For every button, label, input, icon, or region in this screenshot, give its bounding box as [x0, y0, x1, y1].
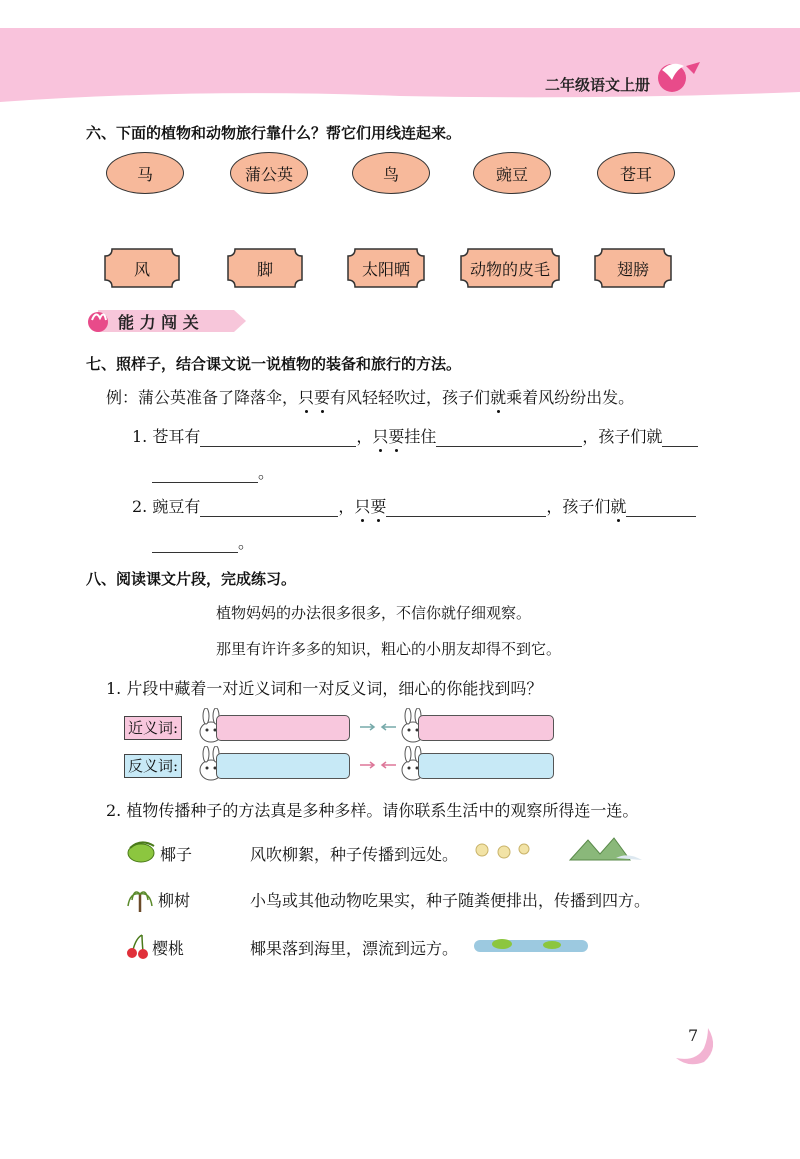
q7-item1-cont: 。 [152, 460, 274, 483]
bottom-item-wings[interactable] [594, 248, 672, 288]
bottom-item-sun-label: 太阳晒 [361, 259, 410, 279]
top-item-cocklebur[interactable]: 苍耳 [597, 152, 675, 194]
top-item-pea[interactable]: 豌豆 [473, 152, 551, 194]
blank-1c[interactable] [662, 428, 698, 447]
antonym-label: 反义词: [124, 754, 182, 778]
link-arrows-icon [358, 722, 398, 732]
blank-2b[interactable] [386, 498, 546, 517]
bottom-item-fur-label: 动物的皮毛 [469, 259, 550, 279]
cherry-icon [124, 932, 152, 960]
book-title: 二年级语文上册 [544, 76, 650, 94]
synonym-input-2[interactable] [418, 715, 554, 741]
willow-icon [124, 882, 156, 914]
blank-2c[interactable] [626, 498, 696, 517]
synonym-label: 近义词: [124, 716, 182, 740]
rabbit-icon [88, 312, 108, 332]
method-wind[interactable]: 风吹柳絮，种子传播到远处。 [250, 845, 459, 864]
q8-sub1: 1. 片段中藏着一对近义词和一对反义词，细心的你能找到吗？ [106, 679, 543, 698]
method-sea[interactable]: 椰果落到海里，漂流到远方。 [250, 939, 459, 958]
link-arrows-icon [358, 760, 398, 770]
bottom-item-feet-label: 脚 [256, 259, 273, 279]
willow-catkin-icon [474, 840, 534, 860]
q7-item2: 2. 豌豆有 ，只要 ，孩子们就 [132, 494, 696, 517]
top-item-horse[interactable]: 马 [106, 152, 184, 194]
mountain-icon [568, 834, 644, 864]
antonym-input-1[interactable] [216, 753, 350, 779]
q7-title: 七、照样子，结合课文说一说植物的装备和旅行的方法。 [86, 355, 462, 373]
plant-coconut[interactable]: 椰子 [160, 845, 193, 864]
synonym-input-1[interactable] [216, 715, 350, 741]
q7-example: 例：蒲公英准备了降落伞，只要有风轻轻吹过，孩子们就乘着风纷纷出发。 [106, 388, 635, 407]
q7-item2-cont: 。 [152, 530, 254, 553]
section-title: 能 力 闯 关 [118, 313, 199, 332]
top-item-dandelion[interactable]: 蒲公英 [230, 152, 308, 194]
antonym-input-2[interactable] [418, 753, 554, 779]
q8-sub2: 2. 植物传播种子的方法真是多种多样。请你联系生活中的观察所得连一连。 [106, 801, 639, 820]
bottom-item-wind[interactable] [104, 248, 180, 288]
q6-title: 六、下面的植物和动物旅行靠什么？帮它们用线连起来。 [86, 124, 462, 142]
blank-1b[interactable] [436, 428, 582, 447]
sea-waves-icon [472, 934, 590, 958]
plant-willow[interactable]: 柳树 [158, 891, 191, 910]
header-band [0, 0, 800, 110]
plant-cherry[interactable]: 樱桃 [152, 939, 185, 958]
bottom-item-wind-label: 风 [133, 259, 150, 279]
bottom-item-sun[interactable] [347, 248, 425, 288]
blank-2d[interactable] [152, 534, 238, 553]
passage-line-1: 植物妈妈的办法很多很多，不信你就仔细观察。 [216, 604, 532, 622]
blank-1d[interactable] [152, 464, 258, 483]
top-item-bird[interactable]: 鸟 [352, 152, 430, 194]
bottom-item-feet[interactable] [227, 248, 303, 288]
passage-line-2: 那里有许许多多的知识，粗心的小朋友却得不到它。 [216, 640, 562, 658]
blank-1a[interactable] [200, 428, 356, 447]
q8-title: 八、阅读课文片段，完成练习。 [86, 570, 297, 588]
blank-2a[interactable] [200, 498, 338, 517]
method-animals[interactable]: 小鸟或其他动物吃果实，种子随粪便排出，传播到四方。 [250, 891, 651, 910]
bottom-item-fur[interactable] [460, 248, 560, 288]
coconut-icon [124, 838, 158, 864]
page-number: 7 [688, 1026, 699, 1045]
q7-item1: 1. 苍耳有 ，只要挂住 ，孩子们就 [132, 424, 698, 447]
bottom-item-wings-label: 翅膀 [616, 259, 649, 279]
